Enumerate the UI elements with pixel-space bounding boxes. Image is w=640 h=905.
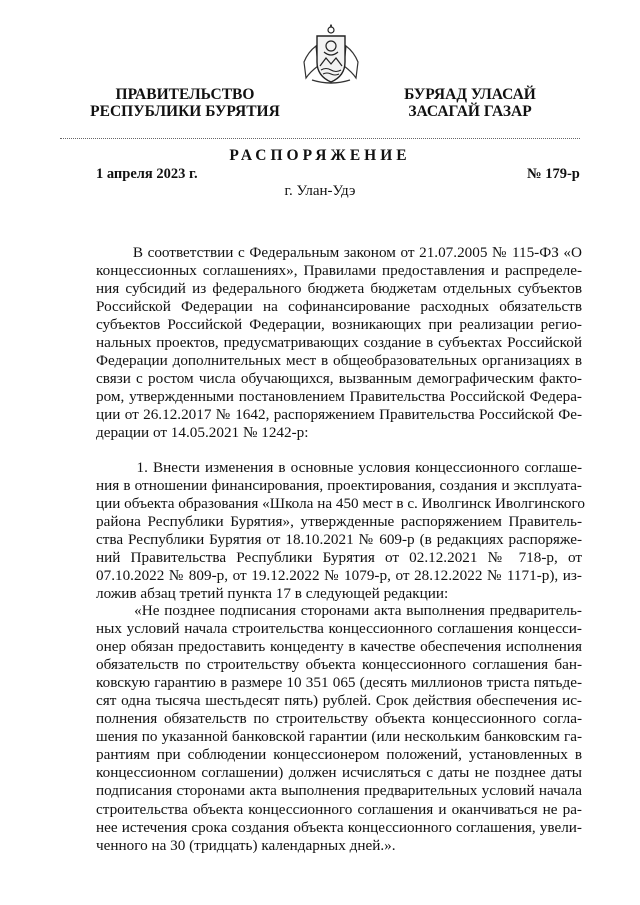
text-line: рантиям при соблюдении концессионером положений, установленных в — [96, 746, 582, 764]
issuer-ru — [60, 86, 310, 120]
text-line: ченного на 30 (тридцать) календарных дней.». — [96, 836, 396, 854]
text-line: В соответствии с Федеральным законом от 21.07.2005 № 115-ФЗ «О — [96, 244, 582, 261]
text-line: связи с ростом числа обучающихся, вызванным демографическим факто- — [96, 370, 582, 388]
issuer-bua-line-1: БУРЯАД УЛАСАЙ — [404, 86, 536, 103]
paragraph-quoted-text — [96, 602, 582, 855]
text-line: строительства объекта концессионного соглашения и оканчиваться не ра- — [96, 800, 582, 818]
issuer-ru-line-2: РЕСПУБЛИКИ БУРЯТИЯ — [90, 103, 280, 120]
text-line: сят одна тысяча шестьдесят пять) рублей. Срок действия обеспечения ис- — [96, 692, 582, 710]
text-line: ных условий начала строительства концессионного соглашения концесси- — [96, 620, 582, 638]
text-line: онер обязан предоставить концеденту в качестве обеспечения исполнения — [96, 638, 582, 656]
document-number: № 179-р — [527, 166, 580, 182]
issuer-bua-line-2: ЗАСАГАЙ ГАЗАР — [408, 103, 532, 120]
paragraph-preamble — [96, 244, 582, 443]
issuer-ru-line-1: ПРАВИТЕЛЬСТВО — [115, 86, 255, 103]
text-line: «Не позднее подписания сторонами акта выполнения предваритель- — [96, 602, 582, 619]
coat-of-arms-icon — [300, 22, 362, 86]
issuer-bua — [370, 86, 570, 120]
text-line: концессионных соглашениях», Правилами предоставления и распределе- — [96, 262, 582, 280]
text-line: ром, утвержденными постановлением Правительства Российской Федера- — [96, 388, 582, 406]
header-divider — [60, 138, 580, 139]
text-line: Федерации дополнительных мест в общеобразовательных организациях в — [96, 352, 582, 370]
text-line: ковскую гарантию в размере 10 351 065 (десять миллионов триста пятьде- — [96, 674, 582, 692]
text-line: полнения обязательств по строительству объекта концессионного согла- — [96, 710, 582, 728]
document-date: 1 апреля 2023 г. — [96, 166, 198, 182]
text-line: ложив абзац третий пункта 17 в следующей редакции: — [96, 585, 449, 603]
text-line: Российской Федерации на софинансирование расходных обязательств — [96, 298, 582, 316]
text-line: подписания сторонами акта выполнения предварительных условий начала — [96, 782, 582, 800]
document-city: г. Улан-Удэ — [284, 183, 356, 199]
text-line: дерации от 14.05.2021 № 1242-р: — [96, 424, 309, 442]
text-line: ний Правительства Республики Бурятия от 02.12.2021 № 718-р, от — [96, 549, 582, 567]
text-line: обязательств по строительству объекта концессионного соглашения бан- — [96, 656, 582, 674]
text-line: района Республики Бурятия», утвержденные распоряжением Правитель- — [96, 513, 582, 531]
text-line: 07.10.2022 № 809-р, от 19.12.2022 № 1079-р, от 28.12.2022 № 1171-р), из- — [96, 567, 582, 585]
text-line: субъектов Российской Федерации, возникающих при реализации регио- — [96, 316, 582, 334]
text-line: ства Республики Бурятия от 18.10.2021 № 609-р (в редакциях распоряже- — [96, 531, 582, 549]
text-line: нее истечения срока создания объекта концессионного соглашения, увели- — [96, 818, 582, 836]
text-line: ния субсидий из федерального бюджета бюджетам отдельных субъектов — [96, 280, 582, 298]
text-line: ния в отношении финансирования, проектирования, создания и эксплуата- — [96, 477, 582, 495]
text-line: нальных проектов, предусматривающих создание в субъектах Российской — [96, 334, 582, 352]
text-line: 1. Внести изменения в основные условия концессионного соглаше- — [96, 459, 582, 476]
text-line: шения по указанной банковской гарантии (или нескольким банковским га- — [96, 728, 582, 746]
paragraph-item-1 — [96, 459, 585, 603]
text-line: ции от 26.12.2017 № 1642, распоряжением Правительства Российской Фе- — [96, 406, 582, 424]
text-line: ции объекта образования «Школа на 450 мест в с. Иволгинск Иволгинского — [96, 495, 585, 513]
text-line: концессионном соглашении) должен исчисляться с даты не позднее даты — [96, 764, 582, 782]
document-title: РАСПОРЯЖЕНИЕ — [229, 147, 411, 164]
